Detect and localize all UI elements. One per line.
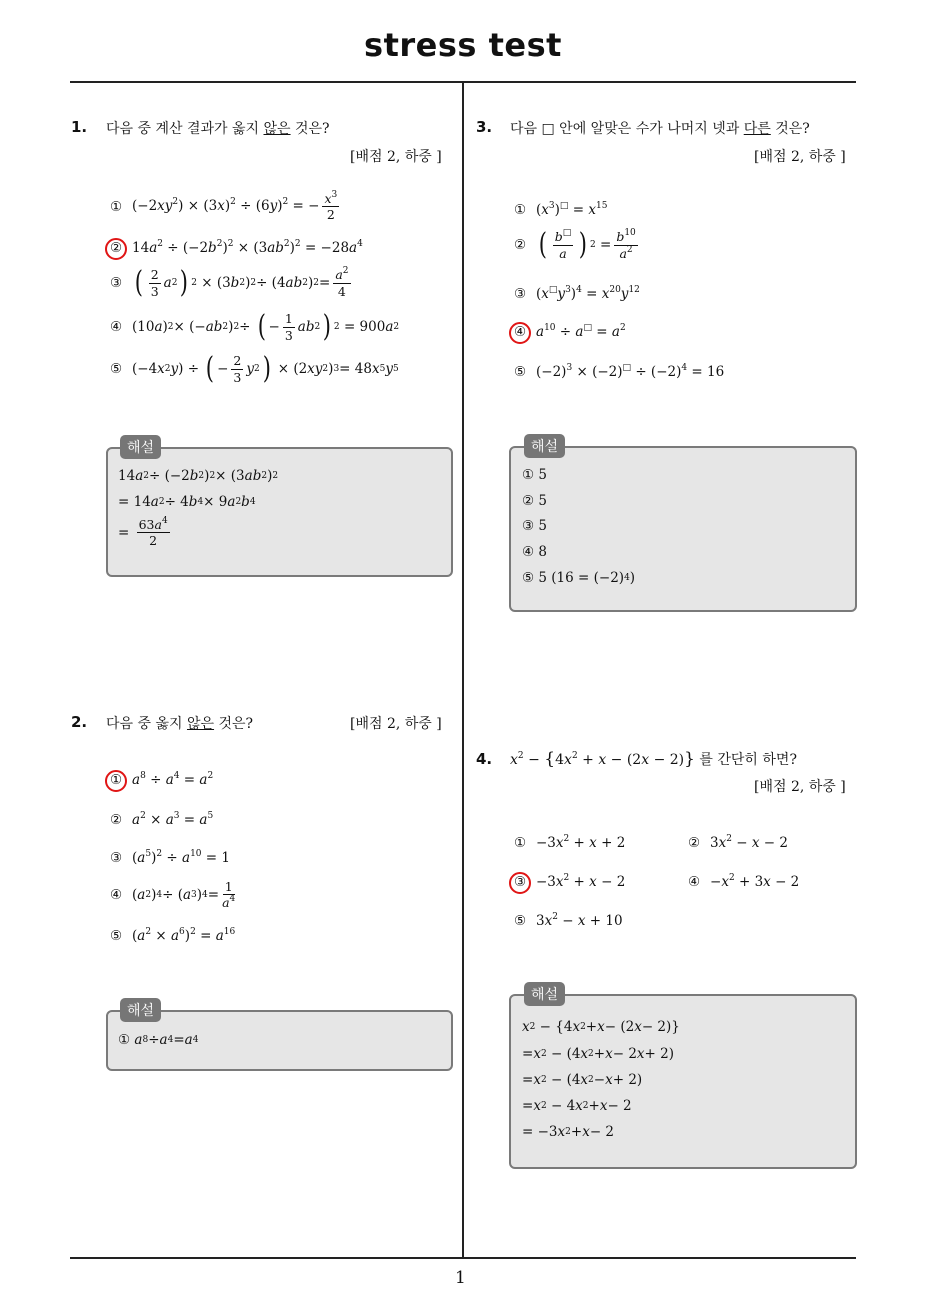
explanation-line: x 2 − {4 x 2 + x − (2 x − 2)} (522, 1019, 680, 1035)
explanation-line: = $\frac{63a^4}{2}$ (118, 516, 168, 549)
option-3[interactable] (110, 850, 230, 866)
option-marker: ① (110, 198, 123, 215)
answer-circle (105, 770, 127, 792)
explanation-box (509, 446, 857, 612)
explanation-line: ③ 5 (522, 518, 547, 534)
question-text-part: 것은? (214, 716, 254, 732)
answer-circle (105, 238, 127, 260)
option-marker: ② (514, 237, 527, 253)
question-text-part: 다음 중 계산 결과가 옳지 (106, 121, 264, 137)
question-number: 3. (476, 118, 493, 136)
option-marker: ③ (110, 275, 123, 291)
explanation-badge: 해설 (524, 982, 565, 1006)
explanation-line: ① 5 (522, 467, 547, 483)
option-3[interactable] (514, 286, 640, 302)
option-marker: ③ (514, 874, 527, 890)
option-marker: ② (110, 812, 123, 828)
option-marker: ③ (110, 850, 123, 866)
option-marker: ⑤ (110, 928, 123, 944)
explanation-line: = x 2 − 4 x 2 + x − 2 (522, 1098, 632, 1114)
question-text-part: 것은? (770, 121, 810, 137)
score-meta: [배점 2, 하중 ] (754, 779, 846, 795)
option-expression: $-3x^2 + x + 2$ (536, 834, 626, 851)
option-5[interactable] (110, 351, 399, 386)
option-3[interactable] (110, 265, 354, 300)
question-expression: $x^2 - \{4x^2 + x - (2x - 2)\}$ (510, 749, 695, 769)
column-divider (462, 82, 464, 1258)
question-text (510, 749, 797, 769)
option-2[interactable] (110, 240, 363, 256)
option-4[interactable] (110, 880, 238, 909)
option-5[interactable] (110, 928, 235, 944)
explanation-line: 14 a 2 ÷ (−2 b 2 ) 2 × (3 ab 2 ) 2 (118, 468, 279, 484)
explanation-line: = x 2 − (4 x 2 + x − 2 x + 2) (522, 1046, 675, 1062)
option-2[interactable] (110, 812, 213, 828)
question-text (106, 118, 330, 138)
option-marker: ④ (688, 874, 701, 890)
explanation-line: ① a 8 ÷ a 4 = a 4 (118, 1032, 199, 1048)
option-expression: $14a^2 \div (-2b^2)^2 \times (3ab^2)^2 = -28a^4$ (132, 239, 363, 256)
option-1[interactable] (110, 192, 342, 221)
question-number: 2. (71, 713, 88, 731)
option-marker: ③ (514, 286, 527, 302)
question-text-part: 것은? (290, 121, 330, 137)
explanation-line: ⑤ 5 (16 = (−2) 4 ) (522, 570, 636, 586)
option-expression: $a^{10} \div a^□ = a^2$ (536, 323, 626, 340)
explanation-badge: 해설 (524, 434, 565, 458)
question-number: 1. (71, 118, 88, 136)
option-expression: $a^8 \div a^4 = a^2$ (132, 771, 214, 788)
option-expression: (10 a ) 2 × (− ab 2 ) 2 ÷ ( − $\frac{1}{3}$ ab 2 ) 2 = 900 a 2 (132, 309, 400, 344)
option-marker: ⑤ (514, 364, 527, 380)
question-text-part: 다음 □ 안에 알맞은 수가 나머지 넷과 (510, 121, 744, 137)
option-marker: ④ (110, 886, 123, 903)
option-marker: ① (514, 202, 527, 218)
underlined-word: 않은 (263, 121, 291, 137)
underlined-word: 다른 (743, 121, 771, 137)
option-marker: ① (110, 772, 123, 788)
answer-circle (509, 872, 531, 894)
bottom-rule (70, 1257, 856, 1259)
question-number: 4. (476, 750, 493, 768)
explanation-badge: 해설 (120, 998, 161, 1022)
option-expression: $(x^□y^3)^4 = x^{20}y^{12}$ (536, 285, 640, 302)
score-meta: [배점 2, 하중 ] (350, 716, 442, 732)
question-text-part: 를 간단히 하면? (699, 752, 797, 768)
score-meta: [배점 2, 하중 ] (350, 149, 442, 165)
option-marker: ⑤ (514, 913, 527, 929)
question-text (106, 713, 253, 733)
option-5[interactable] (514, 913, 623, 929)
option-1[interactable] (514, 202, 607, 218)
option-expression: (−4 x 2 y ) ÷ ( − $\frac{2}{3}$ y 2 ) × (2 xy 2 ) 3 = 48 x 5 y 5 (132, 351, 399, 386)
explanation-line: ② 5 (522, 493, 547, 509)
answer-circle (509, 322, 531, 344)
option-expression: $(x^3)^□ = x^{15}$ (536, 201, 608, 218)
option-expression: $3x^2 - x - 2$ (710, 834, 788, 851)
option-expression: $(-2xy^2) \times (3x)^2 \div (6y)^2$ = − $\frac{x^3}{2}$ (132, 190, 338, 223)
option-4[interactable] (688, 874, 799, 890)
option-marker: ② (110, 240, 123, 256)
option-expression: $3x^2 - x + 10$ (536, 912, 623, 929)
page-number: 1 (455, 1268, 466, 1288)
explanation-line: = −3 x 2 + x − 2 (522, 1124, 615, 1140)
option-expression: $-x^2 + 3x - 2$ (710, 873, 800, 890)
question-text-part: 다음 중 옳지 (106, 716, 187, 732)
option-expression: $(-2)^3 \times (-2)^□ \div (-2)^4 = 16$ (536, 363, 725, 380)
option-2[interactable] (514, 227, 641, 262)
question-text (510, 118, 810, 138)
option-expression: ( a 2 ) 4 ÷ ( a 3 ) 4 = $\frac{1}{a^4}$ (132, 879, 236, 911)
score-meta: [배점 2, 하중 ] (754, 149, 846, 165)
explanation-line: = x 2 − (4 x 2 − x + 2) (522, 1072, 643, 1088)
option-expression: $a^2 \times a^3 = a^5$ (132, 811, 214, 828)
option-5[interactable] (514, 364, 724, 380)
option-marker: ⑤ (110, 361, 123, 377)
option-marker: ① (514, 835, 527, 851)
option-marker: ④ (110, 319, 123, 335)
option-4[interactable] (110, 309, 400, 344)
option-expression: ( $\frac{2}{3}$ a 2 ) 2 × (3 b 2 ) 2 ÷ (4 ab 2 ) 2 = $\frac{a^2}{4}$ (134, 265, 349, 300)
explanation-line: = 14 a 2 ÷ 4 b 4 × 9 a 2 b 4 (118, 494, 256, 510)
option-expression: $-3x^2 + x - 2$ (536, 873, 626, 890)
option-expression: $(a^2 \times a^6)^2 = a^{16}$ (132, 927, 236, 944)
option-expression: $(a^5)^2 \div a^{10} = 1$ (132, 849, 230, 866)
option-expression: ( $\frac{b^□}{a}$ ) 2 = $\frac{b^{10}}{a^2}$ (538, 227, 636, 262)
explanation-badge: 해설 (120, 435, 161, 459)
option-1[interactable] (514, 835, 625, 851)
page-title: stress test (364, 26, 562, 64)
underlined-word: 않은 (186, 716, 215, 732)
option-marker: ② (688, 835, 701, 851)
explanation-box (106, 447, 453, 577)
explanation-line: ④ 8 (522, 544, 547, 560)
option-2[interactable] (688, 835, 788, 851)
option-marker: ④ (514, 324, 527, 340)
